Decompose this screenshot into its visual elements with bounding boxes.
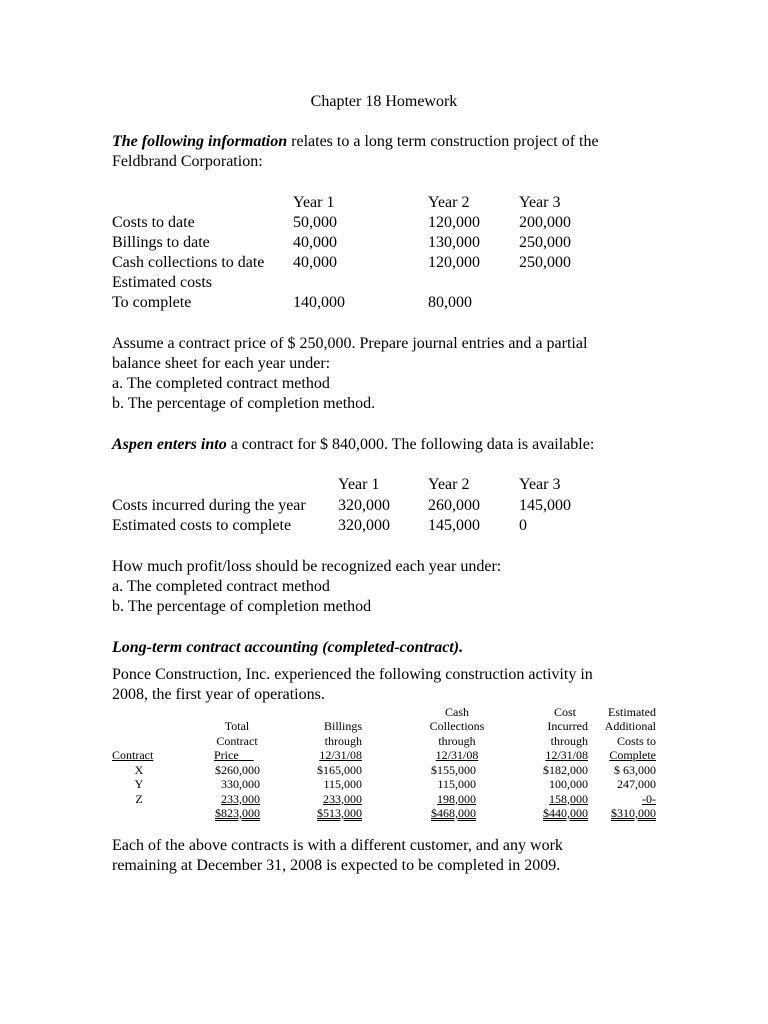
s3-cell-contract: Y [134,777,144,791]
s3-cell-price: 330,000 [221,777,260,791]
page-title: Chapter 18 Homework [310,93,458,110]
s1-item-b: b. The percentage of completion method. [112,395,376,412]
s1-cell: 130,000 [428,234,480,251]
s3-hdr-est-1: Estimated [608,704,656,719]
s2-cell: 320,000 [338,497,390,514]
s3-cell-price-text: 233,000 [221,791,260,806]
s3-cell-billings: $165,000 [317,762,362,777]
s1-item-a: a. The completed contract method [112,375,330,392]
s3-cell-cash-text: 198,000 [437,791,476,806]
section1-intro-line1 [112,132,599,152]
section1-lead: The following information [112,133,288,150]
s1-assume-line1: Assume a contract price of $ 250,000. Prepare journal entries and a partial [112,335,588,352]
s2-question: How much profit/loss should be recognized each year under: [112,558,502,575]
s2-header-year2: Year 2 [428,476,470,493]
s3-cell-est [590,792,656,807]
section1-rest: relates to a long term construction project of the [287,133,599,150]
section1-intro-line2: Feldbrand Corporation: [112,153,263,170]
s3-hdr-billings-3: 12/31/08 [319,748,362,762]
section2-intro [112,435,594,455]
s3-total-cost-text: $440,000 [543,806,588,820]
s3-hdr-contract: Contract [112,748,154,762]
s1-row-label: To complete [112,294,192,311]
s3-total-billings-text: $513,000 [317,806,362,820]
s1-cell: 200,000 [519,214,571,231]
s1-assume-line2: balance sheet for each year under: [112,355,331,372]
s1-cell: 250,000 [519,254,571,271]
s2-cell: 320,000 [338,517,390,534]
s3-total-price [200,806,260,821]
s3-hdr-cash-4 [412,748,502,763]
s3-cell-billings: 115,000 [323,777,362,791]
s3-total-est-text: $310,000 [611,806,656,820]
s3-intro-line1: Ponce Construction, Inc. experienced the following construction activity in [112,666,593,683]
s3-cell-billings-text: 233,000 [323,791,362,806]
s3-cell-est: $ 63,000 [614,762,656,777]
s3-cell-contract: X [134,762,144,777]
s1-header-year2: Year 2 [428,194,470,211]
s2-cell: 145,000 [519,497,571,514]
s1-row-label: Cash collections to date [112,254,265,271]
section2-rest: a contract for $ 840,000. The following data is available: [226,436,595,453]
s3-hdr-cost-4: 12/31/08 [545,748,588,762]
s3-total-billings [292,806,362,821]
s2-cell: 0 [519,517,527,534]
s1-cell: 80,000 [428,294,472,311]
s3-hdr-cash-4-text: 12/31/08 [435,748,479,762]
s1-row-label: Costs to date [112,214,195,231]
s3-total-price-text: $823,000 [215,806,260,820]
s2-row-label: Costs incurred during the year [112,497,306,514]
s3-hdr-price-3-text: Price [214,748,239,762]
s1-header-year1: Year 1 [293,194,335,211]
s2-header-year3: Year 3 [519,476,561,493]
section2-lead: Aspen enters into [112,436,227,453]
s3-hdr-price-2: Contract [216,733,258,748]
s3-total-est [590,806,656,821]
s1-cell: 120,000 [428,214,480,231]
s3-cell-cash [396,792,476,807]
s3-hdr-price-1: Total [224,719,250,733]
s3-hdr-cash-1: Cash [445,704,469,719]
s3-cell-est-text: -0- [642,791,656,806]
s2-row-label: Estimated costs to complete [112,517,292,534]
s3-heading: Long-term contract accounting (completed-contract). [112,639,464,656]
s1-header-year3: Year 3 [519,194,561,211]
s3-total-cost [518,806,588,821]
s1-cell: 140,000 [293,294,345,311]
s3-hdr-cost-3: through [550,733,588,748]
s3-cell-cost: $182,000 [543,762,588,777]
s1-cell: 40,000 [293,254,337,271]
s2-header-year1: Year 1 [338,476,380,493]
s1-cell: 50,000 [293,214,337,231]
s3-hdr-est-4: Complete [609,748,656,762]
s3-cell-cash: 115,000 [437,777,476,791]
s3-intro-line2: 2008, the first year of operations. [112,686,325,703]
s3-cell-billings [292,792,362,807]
s3-cell-cost-text: 158,000 [549,791,588,806]
s3-hdr-billings-2: through [324,733,362,748]
s3-hdr-est-2: Additional [604,719,656,733]
s1-cell: 250,000 [519,234,571,251]
s3-cell-est: 247,000 [617,777,656,791]
s2-cell: 145,000 [428,517,480,534]
s3-hdr-cost-2: Incurred [547,719,588,733]
s3-hdr-cash-2: Collections [429,719,485,733]
s3-closing-line1: Each of the above contracts is with a different customer, and any work [112,837,563,854]
s3-cell-price: $260,000 [215,762,260,777]
s3-hdr-cost-1: Cost [553,704,576,719]
s2-item-a: a. The completed contract method [112,578,330,595]
s3-hdr-est-3: Costs to [616,733,656,748]
s3-cell-cash: $155,000 [431,762,476,777]
s1-cell: 40,000 [293,234,337,251]
s1-cell: 120,000 [428,254,480,271]
s3-hdr-cash-3: through [438,733,476,748]
s1-row-label: Billings to date [112,234,210,251]
s2-item-b: b. The percentage of completion method [112,598,372,615]
s3-total-cash [396,806,476,821]
s3-closing-line2: remaining at December 31, 2008 is expected to be completed in 2009. [112,857,561,874]
s3-cell-cost [518,792,588,807]
s3-total-cash-text: $468,000 [431,806,476,820]
s3-cell-contract: Z [135,791,143,806]
s2-cell: 260,000 [428,497,480,514]
s3-hdr-price-3 [214,748,254,763]
s1-row-label: Estimated costs [112,274,212,291]
s3-cell-cost: 100,000 [549,777,588,791]
s3-hdr-billings-1: Billings [323,719,362,733]
s3-cell-price [200,792,260,807]
